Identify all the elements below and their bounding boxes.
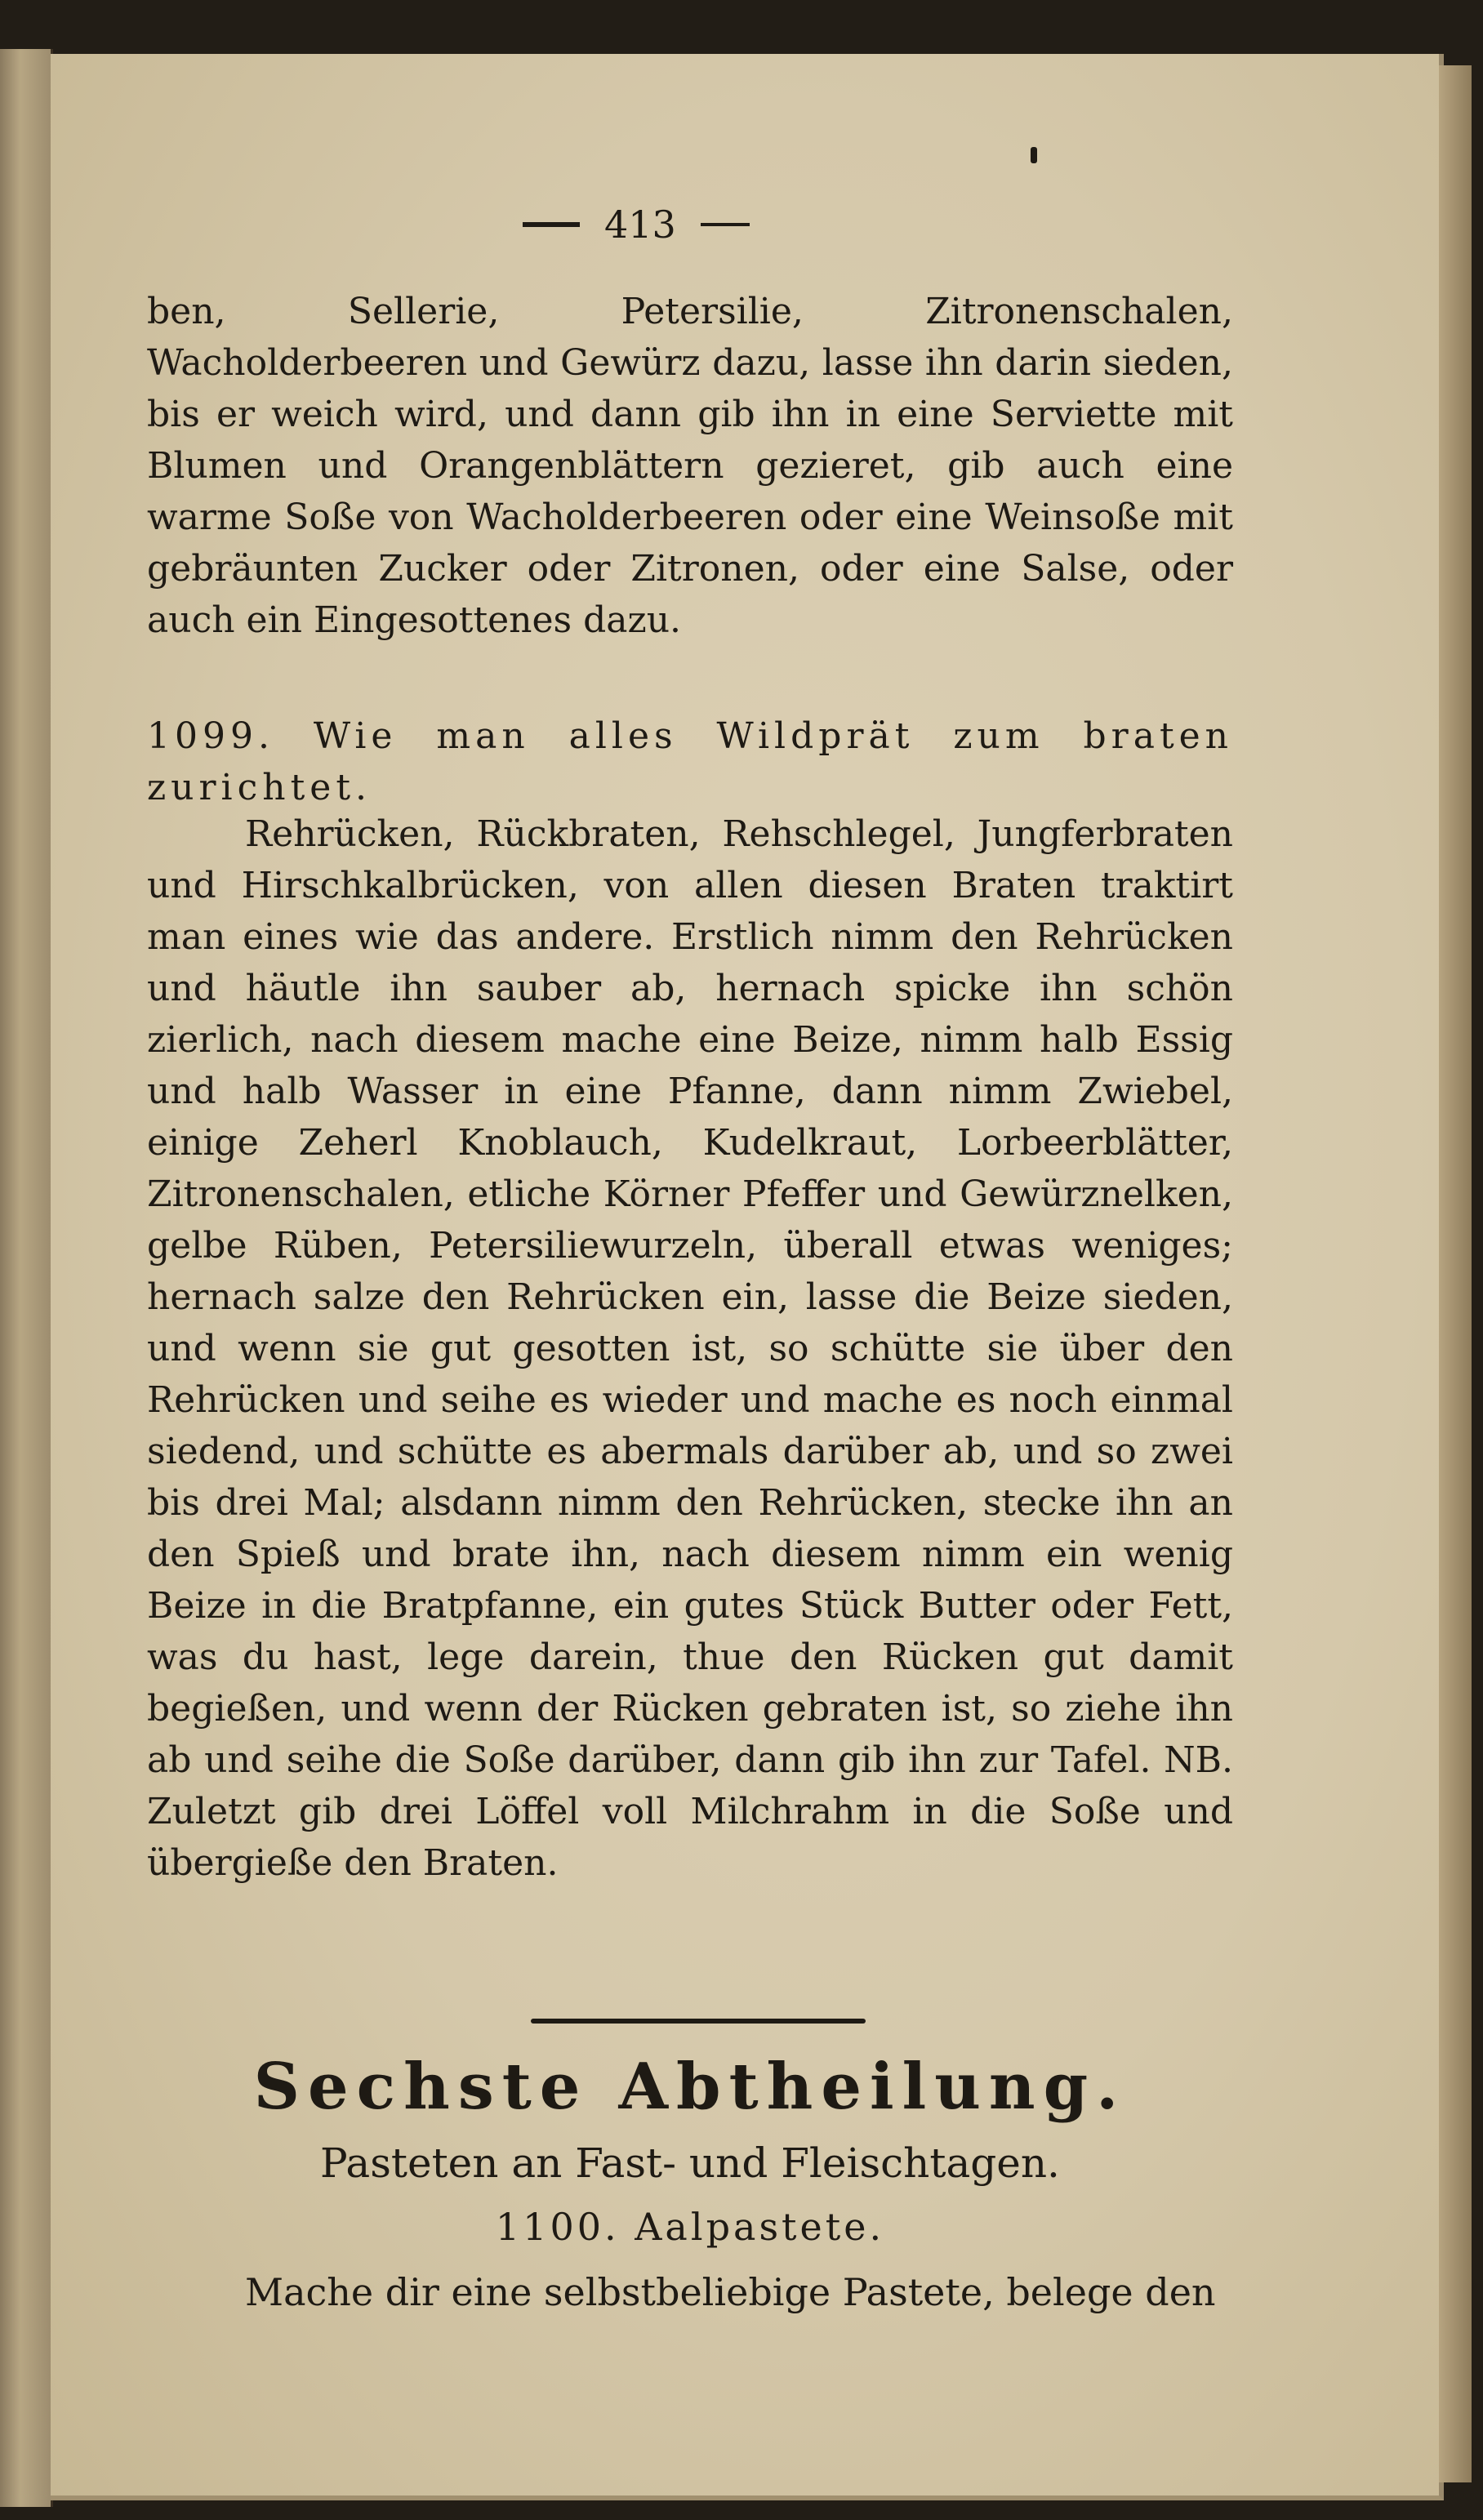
header-ornament <box>523 222 580 227</box>
right-page-edge <box>1439 65 1472 2482</box>
ink-speck <box>1031 147 1037 163</box>
recipe-1099-title: 1099. Wie man alles Wildprät zum braten zurichtet. <box>147 715 1233 808</box>
page-header <box>523 203 849 247</box>
left-page-edge <box>0 49 53 2507</box>
text-block <box>147 286 1233 646</box>
page-number: 413 <box>604 203 676 247</box>
section-subtitle: Pasteten an Fast- und Fleischtagen. <box>320 2139 1060 2187</box>
recipe-1099-body: Rehrücken, Rückbraten, Rehschlegel, Jungferbraten und Hirschkalbrücken, von allen diesen Braten traktirt man eines wie das andere. Erstlich nimm den Rehrücken und häutle ihn sauber ab, hernach spicke ihn schön zierlich, nach diesem mache eine Beize, nimm halb Essig und halb Wasser in eine Pfanne, dann nimm Zwiebel, einige Zeherl Knoblauch, Kudelkraut, Lorbeerblätter, Zitronenschalen, etliche Körner Pfeffer und Gewürznelken, gelbe Rüben, Petersiliewurzeln, überall etwas weniges; hernach salze den Rehrücken ein, lasse die Beize sieden, und wenn sie gut gesotten ist, so schütte sie über den Rehrücken und seihe es wieder und mache es noch einmal siedend, und schütte es abermals darüber ab, und so zwei bis drei Mal; alsdann nimm den Rehrücken, stecke ihn an den Spieß und brate ihn, nach diesem nimm ein wenig Beize in die Bratpfanne, ein gutes Stück Butter oder Fett, was du hast, lege darein, thue den Rücken gut damit begießen, und wenn der Rücken gebraten ist, so ziehe ihn ab und seihe die Soße darüber, dann gib ihn zur Tafel. NB. Zuletzt gib drei Löffel voll Milchrahm in die Soße und übergieße den Braten. <box>147 813 1233 1884</box>
recipe-1100-first-line: Mache dir eine selbstbeliebige Pastete, belege den <box>245 2270 1216 2314</box>
header-dash <box>701 223 750 226</box>
recipe-1099 <box>147 710 1233 813</box>
paragraph-continued: ben, Sellerie, Petersilie, Zitronenschalen, Wacholderbeeren und Gewürz dazu, lasse ihn darin sieden, bis er weich wird, und dann gib ihn in eine Serviette mit Blumen und Orangenblättern gezieret, gib auch eine warme Soße von Wacholderbeeren oder eine Weinsoße mit gebräunten Zucker oder Zitronen, oder eine Salse, oder auch ein Eingesottenes dazu. <box>147 291 1233 641</box>
recipe-1099-body-block <box>147 808 1233 1889</box>
recipe-1100-title: 1100. Aalpastete. <box>495 2205 885 2249</box>
section-title: Sechste Abtheilung. <box>253 2050 1127 2124</box>
section-rule <box>531 2019 866 2024</box>
